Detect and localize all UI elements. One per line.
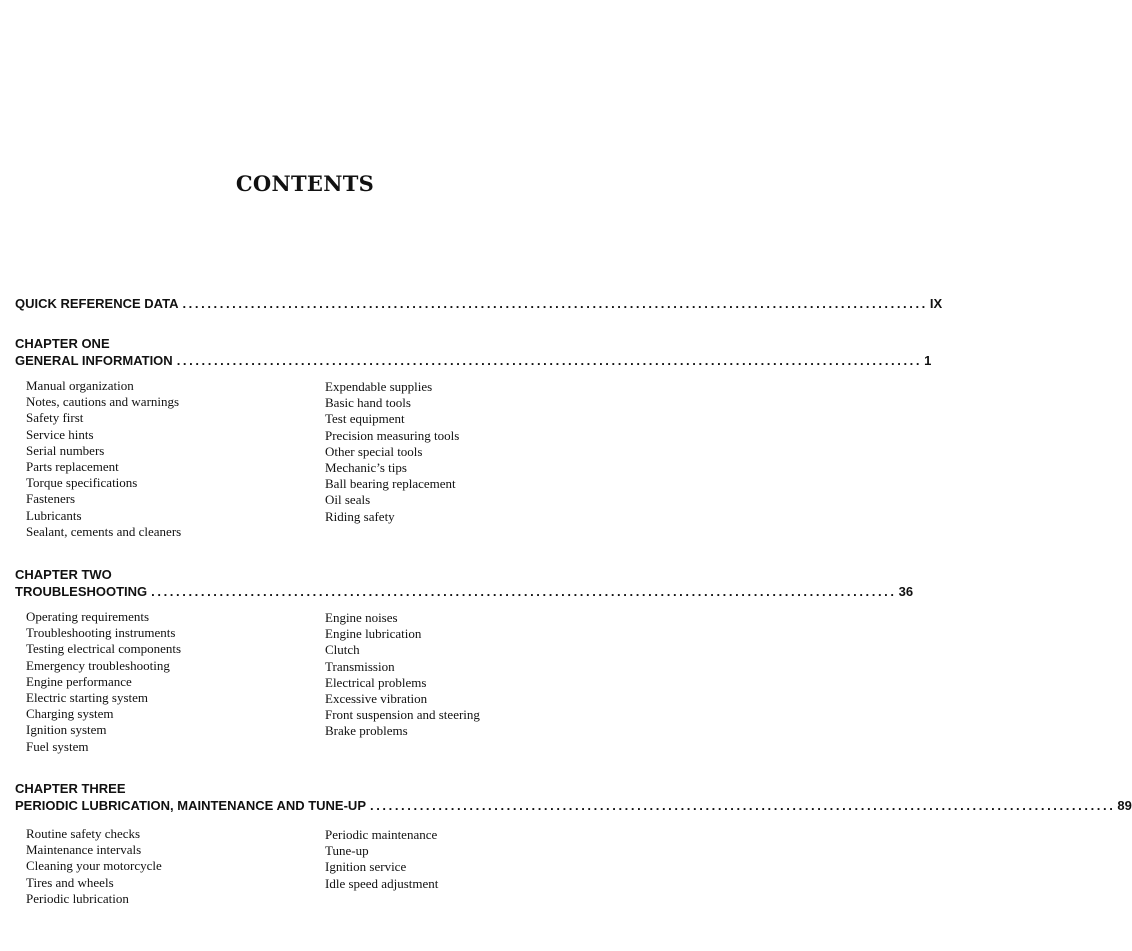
topic-item: Riding safety [325,508,395,524]
chapter-label: CHAPTER THREE [15,781,126,796]
topic-item: Excessive vibration [325,691,428,707]
toc-entry-title: TROUBLESHOOTING [15,584,148,599]
toc-entry-page-number: 1 [924,353,932,368]
toc-entry-title: GENERAL INFORMATION [15,353,173,368]
topic-item: Service hints [26,426,94,442]
topic-item: Manual organization [26,378,134,393]
toc-entry-page-number: 36 [898,584,914,599]
dot-leader: ........................................................................................................................ [151,584,897,599]
topic-item: Parts replacement [26,459,119,475]
topic-list-right [325,378,459,540]
topic-item: Sealant, cements and cleaners [26,523,182,539]
topic-item: Brake problems [325,723,408,739]
topic-item: Electric starting system [26,690,149,706]
toc-entry-page-number: IX [929,296,943,311]
topic-item: Periodic lubrication [26,890,129,906]
topic-item: Electrical problems [325,674,427,690]
topic-item: Expendable supplies [325,379,433,394]
dot-leader: ........................................................................................................................ [182,296,928,311]
dot-leader: ........................................................................................................................ [176,353,923,368]
topic-item: Notes, cautions and warnings [26,394,180,410]
topic-item: Transmission [325,658,395,674]
topic-item: Other special tools [325,443,423,459]
toc-entry-troubleshooting[interactable] [15,583,914,600]
topic-item: Engine lubrication [325,626,422,642]
topic-item: Ignition system [26,722,107,738]
topic-item: Precision measuring tools [325,427,460,443]
toc-entry-general-information[interactable] [15,352,932,369]
toc-section-chapter-one [15,335,932,540]
topic-item: Serial numbers [26,442,105,458]
topic-item: Engine performance [26,673,132,689]
toc-entry-quick-reference[interactable] [15,295,943,312]
topic-item: Maintenance intervals [26,842,142,858]
topic-item: Mechanic’s tips [325,460,407,476]
topic-item: Troubleshooting instruments [26,625,176,641]
toc-entry-periodic-lubrication[interactable] [15,797,1132,814]
chapter-label: CHAPTER TWO [15,567,112,582]
toc-section-quick-reference [15,295,943,312]
toc-entry-page-number: 89 [1117,798,1132,813]
topic-list-left [15,378,325,540]
topic-item: Lubricants [26,507,82,523]
topic-columns [15,826,593,907]
topic-item: Ball bearing replacement [325,476,456,492]
topic-item: Front suspension and steering [325,707,480,723]
topic-item: Clutch [325,642,360,658]
dot-leader: ........................................................................................................................ [370,798,1116,813]
topic-item: Cleaning your motorcycle [26,858,162,874]
topic-item: Ignition service [325,859,407,875]
topic-item: Operating requirements [26,609,150,624]
page-title: CONTENTS [235,171,375,196]
topic-list-left [15,826,325,907]
topic-item: Safety first [26,410,84,426]
chapter-label: CHAPTER ONE [15,336,110,351]
topic-item: Routine safety checks [26,826,141,841]
topic-item: Fasteners [26,491,76,507]
topic-item: Charging system [26,706,114,722]
topic-list-left [15,609,325,755]
topic-item: Testing electrical components [26,641,182,657]
topic-item: Emergency troubleshooting [26,657,170,673]
topic-columns [15,378,593,540]
topic-item: Engine noises [325,610,398,625]
topic-item: Tune-up [325,843,369,859]
topic-item: Test equipment [325,411,405,427]
toc-entry-title: QUICK REFERENCE DATA [15,296,179,311]
topic-list-right [325,826,438,907]
topic-item: Idle speed adjustment [325,875,439,891]
topic-item: Oil seals [325,492,371,508]
topic-list-right [325,609,480,755]
toc-section-chapter-three [15,780,1132,907]
topic-item: Fuel system [26,738,89,754]
topic-item: Basic hand tools [325,395,411,411]
topic-columns [15,609,593,755]
topic-item: Periodic maintenance [325,827,438,842]
toc-entry-title: PERIODIC LUBRICATION, MAINTENANCE AND TUNE-UP [15,798,366,813]
topic-item: Tires and wheels [26,874,114,890]
toc-section-chapter-two [15,566,914,755]
topic-item: Torque specifications [26,475,138,491]
